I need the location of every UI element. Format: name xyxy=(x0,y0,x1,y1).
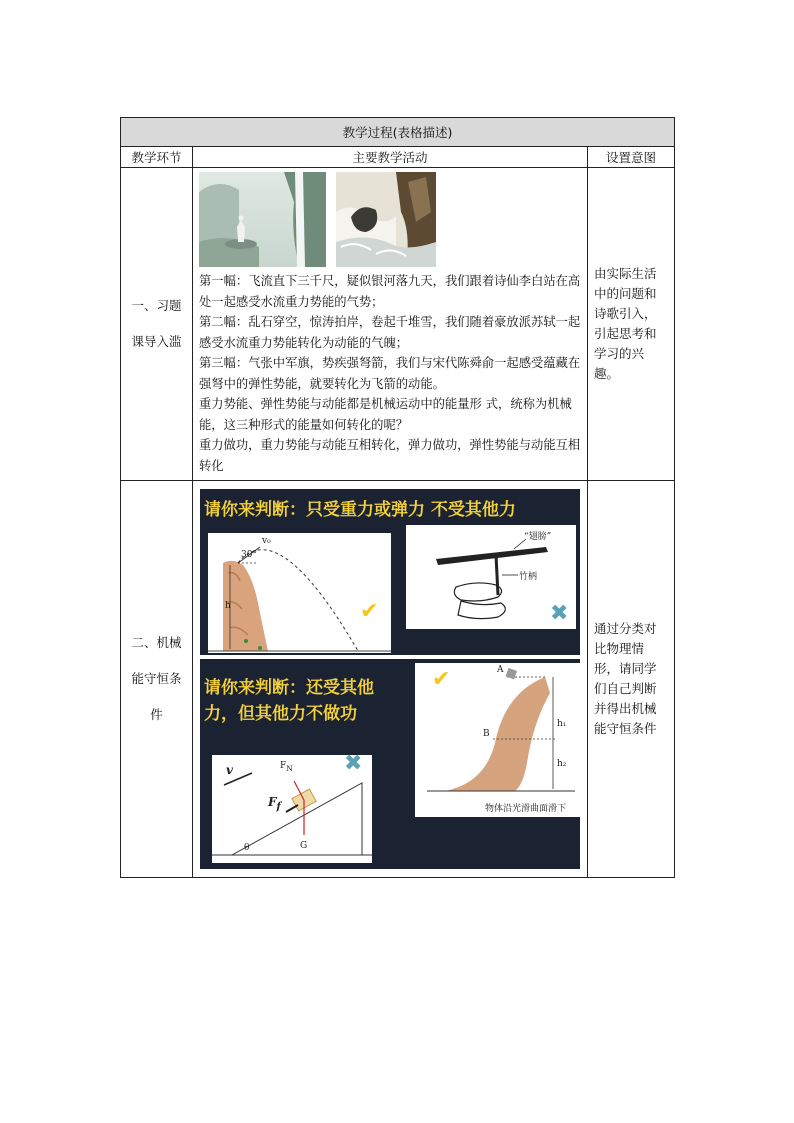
projectile-diagram xyxy=(208,533,391,653)
slide-gravity-elastic-only xyxy=(200,489,580,655)
handle-label: 竹柄 xyxy=(519,572,538,582)
activity-paragraph: 重力势能、弹性势能与动能都是机械运动中的能量形 式，统称为机械能，这三种形式的能量如何转化的呢？ xyxy=(199,397,572,432)
stage-label-line: 一、习题 xyxy=(131,298,182,313)
table-title: 教学过程(表格描述) xyxy=(121,118,675,147)
check-icon: ✔ xyxy=(432,667,451,692)
header-stage: 教学环节 xyxy=(121,147,193,168)
table-row xyxy=(121,481,675,878)
slide-title: 请你来判断：只受重力或弹力 不受其他力 xyxy=(204,500,516,520)
cross-icon: ✖ xyxy=(344,751,363,776)
velocity-label: v xyxy=(226,763,233,777)
friction-force-label: $F_f$ xyxy=(268,795,281,813)
v0-label: v₀ xyxy=(262,536,271,546)
stage-label-line: 能守恒条 xyxy=(131,671,182,686)
activity-paragraph: 第一幅：飞流直下三千尺，疑似银河落九天，我们跟着诗仙李白站在高处一起感受水流重力势能的气势； xyxy=(199,274,581,309)
cross-icon: ✖ xyxy=(550,601,569,626)
activity-paragraph: 第三幅：气张中军旗，势疾强弩箭，我们与宋代陈舜俞一起感受蕴藏在强弩中的弹性势能，就要转化为飞箭的动能。 xyxy=(199,356,581,391)
angle-label: 30° xyxy=(241,550,257,560)
projectile-cliff-figure xyxy=(208,533,391,653)
h2-label: h₂ xyxy=(557,759,567,769)
activity-cell xyxy=(193,168,588,481)
normal-force-label: $F_N$ xyxy=(280,761,293,773)
point-a-label: A xyxy=(497,665,504,675)
waterfall-painting-image xyxy=(199,172,326,267)
activity-text xyxy=(199,271,581,476)
h1-label: h₁ xyxy=(557,719,567,729)
curve-caption: 物体沿光滑曲面滑下 xyxy=(485,804,567,814)
stage-cell xyxy=(121,481,193,878)
check-icon: ✔ xyxy=(360,599,379,624)
illustration-group xyxy=(199,172,581,267)
rocks-waves-painting-image xyxy=(336,172,436,267)
teaching-process-table xyxy=(120,117,675,878)
slide-other-forces-no-work xyxy=(200,659,580,869)
stage-cell xyxy=(121,168,193,481)
wings-label: “翅膀” xyxy=(524,532,552,542)
header-activity: 主要教学活动 xyxy=(193,147,588,168)
activity-cell xyxy=(193,481,588,878)
theta-label: θ xyxy=(244,843,250,853)
slide-title-line: 力，但其他力不做功 xyxy=(204,704,357,724)
gravity-label: G xyxy=(300,841,308,851)
height-label: h xyxy=(225,601,231,611)
activity-paragraph: 第二幅：乱石穿空，惊涛拍岸，卷起千堆雪，我们随着豪放派苏轼一起感受水流重力势能转化为动能的气魄； xyxy=(199,315,581,350)
point-b-label: B xyxy=(483,729,490,739)
stage-label-line: 课导入滥 xyxy=(131,334,182,349)
stage-label-line: 件 xyxy=(150,707,163,722)
table-row xyxy=(121,168,675,481)
activity-paragraph: 重力做功，重力势能与动能互相转化，弹力做功，弹性势能与动能互相转化 xyxy=(199,438,581,473)
purpose-cell: 通过分类对比物理情形，请同学们自己判断并得出机械能守恒条件 xyxy=(588,481,675,878)
purpose-cell: 由实际生活中的问题和诗歌引入，引起思考和学习的兴趣。 xyxy=(588,168,675,481)
stage-label-line: 二、机械 xyxy=(131,635,182,650)
header-purpose: 设置意图 xyxy=(588,147,675,168)
slide-title-line: 请你来判断：还受其他 xyxy=(204,678,374,698)
